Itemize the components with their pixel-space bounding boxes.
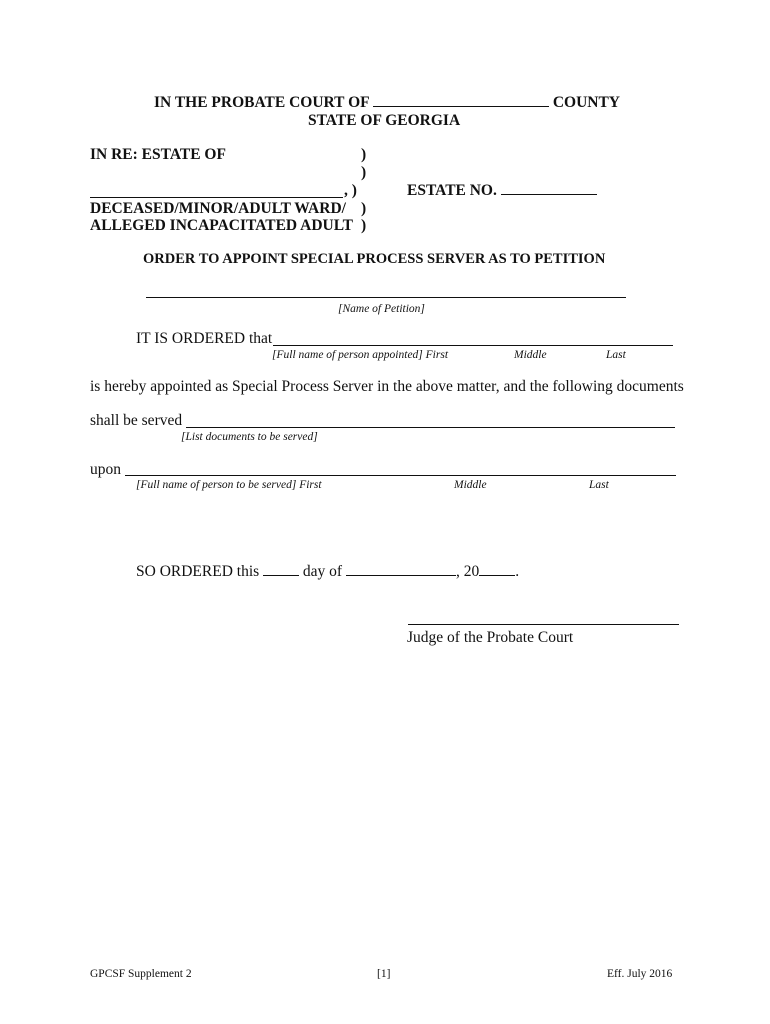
documents-line[interactable] <box>186 427 675 428</box>
footer-page-number: [1] <box>377 968 391 980</box>
day-of-label: day of <box>302 563 343 580</box>
petition-hint: [Name of Petition] <box>338 303 425 315</box>
caption-paren: ) <box>361 217 367 234</box>
footer-effective-date: Eff. July 2016 <box>607 968 673 980</box>
upon-label: upon <box>90 461 121 478</box>
estate-no-blank[interactable] <box>501 194 597 195</box>
court-heading <box>154 94 620 112</box>
appointee-hint-middle: Middle <box>514 349 547 361</box>
party-type-label-2: ALLEGED INCAPACITATED ADULT <box>90 217 353 234</box>
served-hint: [List documents to be served] <box>181 431 318 443</box>
court-prefix: IN THE PROBATE COURT OF <box>154 94 370 111</box>
month-blank[interactable] <box>346 575 456 576</box>
in-re-label: IN RE: ESTATE OF <box>90 146 226 163</box>
caption-paren: ) <box>361 200 367 217</box>
day-blank[interactable] <box>263 575 299 576</box>
party-type-label: DECEASED/MINOR/ADULT WARD/ <box>90 200 346 217</box>
served-label: shall be served <box>90 412 183 429</box>
decedent-name-line[interactable] <box>90 197 343 198</box>
appointee-name-line[interactable] <box>273 345 673 346</box>
county-blank[interactable] <box>373 106 549 107</box>
year-prefix: , 20 <box>455 563 480 580</box>
so-ordered-line <box>136 563 519 581</box>
judge-signature-line[interactable] <box>408 624 679 625</box>
footer-form-id: GPCSF Supplement 2 <box>90 968 192 980</box>
upon-hint-last: Last <box>589 479 609 491</box>
caption-paren: ) <box>361 164 367 181</box>
estate-no-label: ESTATE NO. <box>407 182 497 199</box>
caption-comma-paren: , ) <box>344 182 357 199</box>
upon-hint-middle: Middle <box>454 479 487 491</box>
appointed-text: is hereby appointed as Special Process Server in the above matter, and the following documents <box>90 378 684 395</box>
caption-paren: ) <box>361 146 367 163</box>
appointee-hint-first: [Full name of person appointed] First <box>272 349 449 361</box>
judge-signature-label: Judge of the Probate Court <box>407 629 574 646</box>
ordered-lead: IT IS ORDERED that <box>136 330 273 347</box>
so-ordered-end: . <box>515 563 520 580</box>
so-ordered-lead: SO ORDERED this <box>136 563 260 580</box>
upon-hint-first: [Full name of person to be served] First <box>136 479 322 491</box>
petition-name-line[interactable] <box>146 297 626 298</box>
document-title: ORDER TO APPOINT SPECIAL PROCESS SERVER AS TO PETITION <box>143 251 606 267</box>
appointee-hint-last: Last <box>606 349 626 361</box>
estate-no-field <box>407 182 597 200</box>
court-suffix: COUNTY <box>552 94 620 111</box>
served-person-line[interactable] <box>125 475 676 476</box>
state-heading: STATE OF GEORGIA <box>308 112 461 129</box>
year-blank[interactable] <box>479 575 515 576</box>
